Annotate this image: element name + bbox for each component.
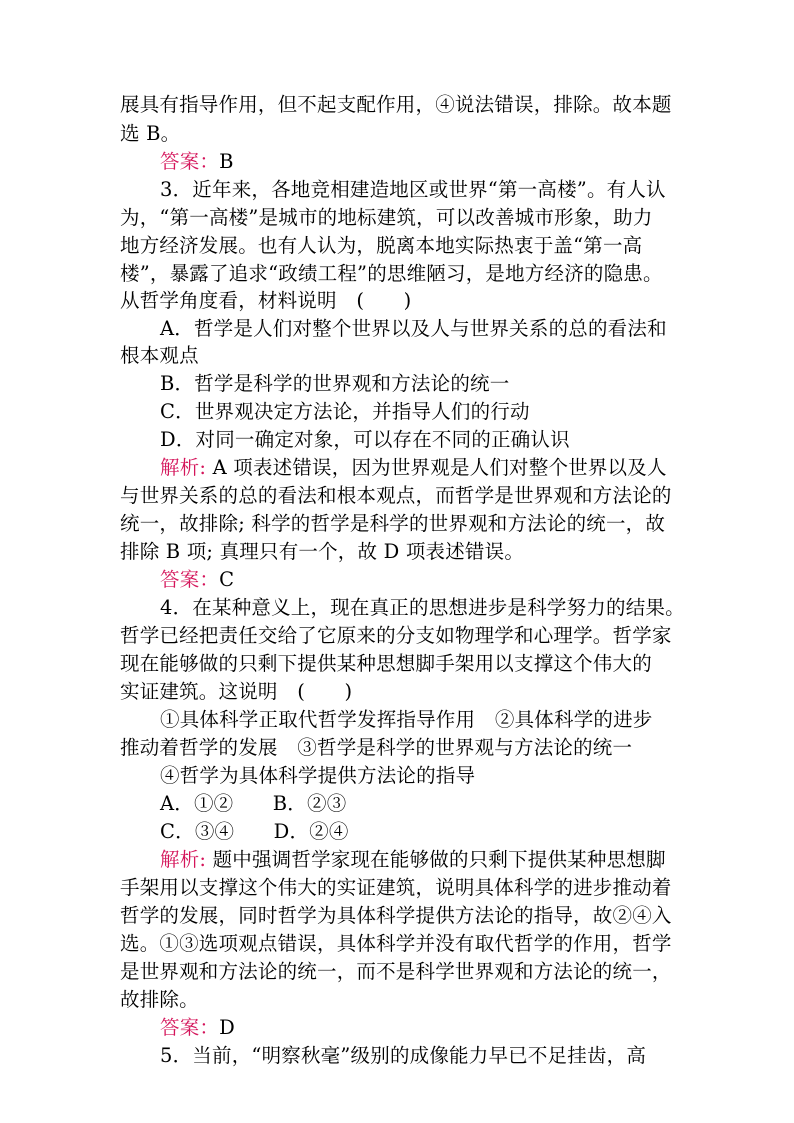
- text-line: 地方经济发展。也有人认为，脱离本地实际热衷于盖“第一高: [120, 234, 643, 257]
- text-line: 手架用以支撑这个伟大的实证建筑，说明具体科学的进步推动着: [120, 876, 672, 899]
- text-line: 展具有指导作用，但不起支配作用，④说法错误，排除。故本题: [120, 93, 672, 116]
- text-line: 推动着哲学的发展 ③哲学是科学的世界观与方法论的统一: [120, 736, 633, 759]
- option-d: D．对同一确定对象，可以存在不同的正确认识: [160, 428, 570, 451]
- text-line: 为，“第一高楼”是城市的地标建筑，可以改善城市形象，助力: [120, 206, 653, 229]
- text-line: 根本观点: [120, 344, 199, 367]
- text-line: 是世界观和方法论的统一，而不是科学世界观和方法论的统一，: [120, 960, 672, 983]
- answer-line: 答案：B: [160, 150, 234, 173]
- text-line: 从哲学角度看，材料说明 ( ): [120, 289, 412, 312]
- analysis-line: 解析: A 项表述错误，因为世界观是人们对整个世界以及人: [160, 456, 667, 479]
- text-line: 选。①③选项观点错误，具体科学并没有取代哲学的作用，哲学: [120, 932, 672, 955]
- text-line: 故排除。: [120, 988, 199, 1011]
- statement-line: ④哲学为具体科学提供方法论的指导: [160, 764, 476, 787]
- options-ab: A．①② B．②③: [160, 792, 347, 815]
- option-b: B．哲学是科学的世界观和方法论的统一: [160, 372, 510, 395]
- analysis-label: 解析:: [160, 848, 207, 871]
- statement-line: ①具体科学正取代哲学发挥指导作用 ②具体科学的进步: [160, 708, 653, 731]
- text-line: 实证建筑。这说明 ( ): [120, 680, 353, 703]
- answer-label: 答案：: [160, 1016, 220, 1039]
- answer-line: 答案：D: [160, 1016, 235, 1039]
- text-line: 选 B。: [120, 122, 181, 145]
- text-line: 楼”，暴露了追求“政绩工程”的思维陋习，是地方经济的隐患。: [120, 262, 663, 285]
- text-line: 排除 B 项; 真理只有一个，故 D 项表述错误。: [120, 540, 525, 563]
- option-a: A．哲学是人们对整个世界以及人与世界关系的总的看法和: [160, 317, 667, 340]
- question-5-stem: 5．当前，“明察秋毫”级别的成像能力早已不足挂齿，高: [160, 1044, 647, 1067]
- text-line: 与世界关系的总的看法和根本观点，而哲学是世界观和方法论的: [120, 484, 672, 507]
- answer-label: 答案：: [160, 568, 220, 591]
- option-c: C．世界观决定方法论，并指导人们的行动: [160, 400, 530, 423]
- text-line: 哲学已经把责任交给了它原来的分支如物理学和心理学。哲学家: [120, 624, 672, 647]
- question-3-stem: 3．近年来，各地竞相建造地区或世界“第一高楼”。有人认: [160, 178, 666, 201]
- text-line: 哲学的发展，同时哲学为具体科学提供方法论的指导，故②④入: [120, 904, 672, 927]
- analysis-label: 解析:: [160, 456, 207, 479]
- question-4-stem: 4．在某种意义上，现在真正的思想进步是科学努力的结果。: [160, 596, 685, 619]
- answer-line: 答案：C: [160, 568, 235, 591]
- answer-label: 答案：: [160, 150, 220, 173]
- text-line: 统一，故排除; 科学的哲学是科学的世界观和方法论的统一，故: [120, 512, 666, 535]
- options-cd: C．③④ D．②④: [160, 820, 349, 843]
- analysis-line: 解析: 题中强调哲学家现在能够做的只剩下提供某种思想脚: [160, 848, 666, 871]
- text-line: 现在能够做的只剩下提供某种思想脚手架用以支撑这个伟大的: [120, 652, 652, 675]
